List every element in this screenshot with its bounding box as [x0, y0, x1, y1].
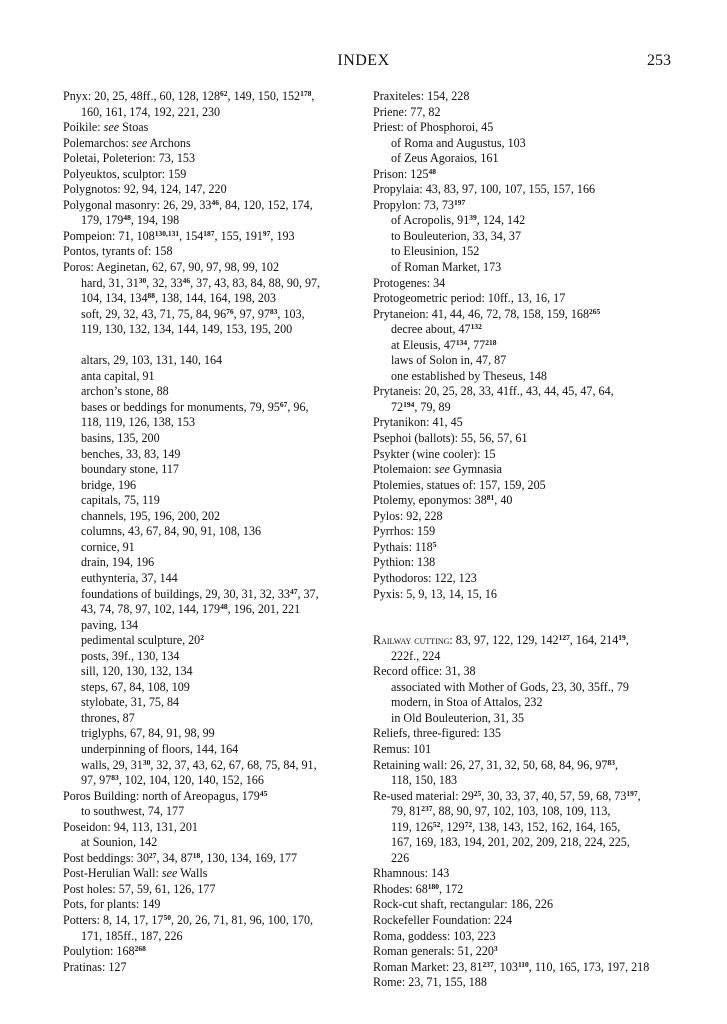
index-entry: Rockefeller Foundation: 224 [373, 912, 513, 927]
index-entry: Roman Market: 23, $81^{237}$, $103^{110}$, 110, 165, 173, 197, 218 [373, 959, 650, 974]
index-entry-continuation: $72^{194}$, 79, 89 [391, 399, 451, 414]
index-column-right [373, 89, 678, 991]
index-entry: Prytanikon: 41, 45 [373, 415, 463, 430]
index-subentry: of Zeus Agoraios, 161 [391, 151, 499, 166]
index-entry: Prytaneis: 20, 25, 28, 33, 41ff., 43, 44, 45, 47, 64, [373, 384, 614, 399]
index-entry: Pratinas: 127 [63, 959, 127, 974]
index-entry: Roma, goddess: 103, 223 [373, 928, 496, 943]
index-subentry: modern, in Stoa of Attalos, 232 [391, 695, 543, 710]
index-subentry: decree about, $47^{132}$ [391, 322, 482, 337]
index-entry: Rhamnous: 143 [373, 866, 450, 881]
index-entry: Pnyx: 20, 25, 48ff., 60, 128, $128^{62}$, 149, 150, $152^{178}$, [63, 89, 315, 103]
index-entry: Propylon: 73, $73^{197}$ [373, 197, 466, 212]
index-subentry: archon’s stone, 88 [81, 384, 169, 399]
index-subentry: altars, 29, 103, 131, 140, 164 [81, 353, 223, 368]
index-entry: Rhodes: $68^{180}$, 172 [373, 881, 464, 896]
index-column-left [63, 89, 359, 975]
index-subentry: benches, 33, 83, 149 [81, 446, 181, 461]
index-entry-continuation: 79, $81^{237}$, 88, 90, 97, 102, 103, 108, 109, 113, [391, 804, 611, 819]
index-subentry: one established by Theseus, 148 [391, 368, 547, 383]
index-entry: Polyeuktos, sculptor: 159 [63, 166, 187, 181]
index-entry: Ptolemy, eponymos: $38^{81}$, 40 [373, 493, 513, 508]
index-subentry: laws of Solon in, 47, 87 [391, 353, 507, 368]
index-subentry: triglyphs, 67, 84, 91, 98, 99 [81, 726, 215, 741]
index-entry: Propylaia: 43, 83, 97, 100, 107, 155, 157, 166 [373, 182, 596, 197]
index-entry-continuation: 97, $97^{83}$, 102, 104, 120, 140, 152, 166 [81, 773, 264, 788]
index-entry: Poulytion: $168^{268}$ [63, 944, 146, 959]
index-entry: Pots, for plants: 149 [63, 897, 161, 912]
index-entry: Poros Building: north of Areopagus, $179^{45}$ [63, 788, 268, 803]
index-entry: Priest: of Phosphoroi, 45 [373, 120, 494, 135]
index-entry: Post holes: 57, 59, 61, 126, 177 [63, 881, 216, 896]
index-entry: Protogeometric period: 10ff., 13, 16, 17 [373, 291, 566, 306]
index-subentry: posts, 39f., 130, 134 [81, 648, 180, 663]
index-subentry: in Old Bouleuterion, 31, 35 [391, 710, 525, 725]
index-subentry: cornice, 91 [81, 539, 135, 554]
index-subentry: capitals, 75, 119 [81, 493, 160, 508]
index-subentry: anta capital, 91 [81, 368, 155, 383]
index-entry: Retaining wall: 26, 27, 31, 32, 50, 68, 84, 96, $97^{83}$, [373, 757, 619, 772]
blank-line [63, 338, 359, 354]
index-subentry: at Sounion, 142 [81, 835, 158, 850]
index-entry: Psephoi (ballots): 55, 56, 57, 61 [373, 431, 528, 446]
index-subentry: paving, 134 [81, 617, 139, 632]
index-entry-continuation: 167, 169, 183, 194, 201, 202, 209, 218, 224, 225, [391, 835, 630, 850]
index-entry: Potters: 8, 14, 17, $17^{50}$, 20, 26, 71, 81, 96, 100, 170, [63, 912, 314, 927]
index-subentry: basins, 135, 200 [81, 431, 160, 446]
index-subentry: stylobate, 31, 75, 84 [81, 695, 180, 710]
index-entry: Protogenes: 34 [373, 275, 446, 290]
index-entry-continuation: 119, 130, 132, 134, 144, 149, 153, 195, 200 [81, 322, 293, 337]
index-entry: Post beddings: $30^{27}$, 34, $87^{18}$, 130, 134, 169, 177 [63, 850, 298, 865]
index-entry: Railway cutting: 83, 97, 122, 129, $142^{127}$, 164, $214^{19}$, [373, 633, 629, 648]
index-entry: Pyrrhos: 159 [373, 524, 436, 539]
index-subentry: associated with Mother of Gods, 23, 30, 35ff., 79 [391, 679, 629, 694]
index-entry: Rock-cut shaft, rectangular: 186, 226 [373, 897, 554, 912]
page-number: 253 [647, 52, 671, 69]
index-subentry: sill, 120, 130, 132, 134 [81, 664, 193, 679]
index-subentry: drain, 194, 196 [81, 555, 155, 570]
index-subentry: thrones, 87 [81, 710, 135, 725]
index-entry: Ptolemaion: see Gymnasia [373, 462, 502, 477]
index-entry: Pyxis: 5, 9, 13, 14, 15, 16 [373, 586, 497, 601]
index-subentry: steps, 67, 84, 108, 109 [81, 679, 190, 694]
index-subentry: channels, 195, 196, 200, 202 [81, 508, 221, 523]
index-subentry: foundations of buildings, 29, 30, 31, 32, $33^{47}$, 37, [81, 586, 319, 601]
index-entry: Praxiteles: 154, 228 [373, 89, 470, 103]
index-entry: Pythodoros: 122, 123 [373, 570, 477, 585]
index-entry-continuation: 222f., 224 [391, 648, 441, 663]
index-entry: Pompeion: 71, 108$^{130,131}$, $154^{187}$, 155, $191^{97}$, 193 [63, 228, 295, 243]
index-entry: Rome: 23, 71, 155, 188 [373, 975, 487, 990]
index-subentry: boundary stone, 117 [81, 462, 179, 477]
index-subentry: walls, 29, $31^{30}$, 32, 37, 43, 62, 67, 68, 75, 84, 91, [81, 757, 317, 772]
index-entry: Prytaneion: 41, 44, 46, 72, 78, 158, 159, $168^{265}$ [373, 306, 601, 321]
index-entry-continuation: 43, 74, 78, 97, 102, 144, $179^{48}$, 196, 201, 221 [81, 602, 301, 617]
index-entry: Pontos, tyrants of: 158 [63, 244, 173, 259]
index-subentry: pedimental sculpture, $20^2$ [81, 633, 204, 648]
index-entry: Polemarchos: see Archons [63, 135, 191, 150]
index-entry-continuation: 118, 119, 126, 138, 153 [81, 415, 195, 430]
index-entry: Post-Herulian Wall: see Walls [63, 866, 208, 881]
index-entry: Pythais: $118^5$ [373, 539, 437, 554]
index-entry: Reliefs, three-figured: 135 [373, 726, 501, 741]
blank-line [373, 602, 678, 633]
index-entry-continuation: 118, 150, 183 [391, 773, 458, 788]
index-entry: Pylos: 92, 228 [373, 508, 443, 523]
index-subentry: columns, 43, 67, 84, 90, 91, 108, 136 [81, 524, 262, 539]
index-entry: Polygnotos: 92, 94, 124, 147, 220 [63, 182, 227, 197]
index-entry: Prison: $125^{48}$ [373, 166, 436, 181]
index-entry-continuation: 179, $179^{48}$, 194, 198 [81, 213, 180, 228]
index-entry: Ptolemies, statues of: 157, 159, 205 [373, 477, 546, 492]
index-subentry: underpinning of floors, 144, 164 [81, 741, 239, 756]
index-entry: Poletai, Poleterion: 73, 153 [63, 151, 196, 166]
index-entry: Poseidon: 94, 113, 131, 201 [63, 819, 198, 834]
index-subentry: to Eleusinion, 152 [391, 244, 480, 259]
index-subentry: bridge, 196 [81, 477, 137, 492]
index-entry-continuation: 226 [391, 850, 410, 865]
index-subentry: bases or beddings for monuments, 79, $95^{67}$, 96, [81, 399, 309, 414]
index-entry-continuation: 160, 161, 174, 192, 221, 230 [81, 104, 221, 119]
index-subentry: at Eleusis, $47^{134}$, $77^{218}$ [391, 337, 497, 352]
index-entry: Poros: Aeginetan, 62, 67, 90, 97, 98, 99, 102 [63, 260, 279, 275]
index-entry: Polygonal masonry: 26, 29, $33^{46}$, 84, 120, 152, 174, [63, 197, 313, 212]
index-entry: Remus: 101 [373, 741, 432, 756]
page-header-title: INDEX [337, 52, 390, 69]
index-entry-continuation: 119, $126^{52}$, $129^{72}$, 138, 143, 152, 162, 164, 165, [391, 819, 621, 834]
index-entry: Record office: 31, 38 [373, 664, 476, 679]
index-subentry: to Bouleuterion, 33, 34, 37 [391, 228, 521, 243]
index-subentry: of Roman Market, 173 [391, 260, 502, 275]
index-subentry: hard, 31, $31^{30}$, 32, $33^{46}$, 37, 43, 83, 84, 88, 90, 97, [81, 275, 321, 290]
index-subentry: soft, 29, 32, 43, 71, 75, 84, $96^{76}$, 97, $97^{83}$, 103, [81, 306, 305, 321]
index-entry: Roman generals: 51, $220^3$ [373, 944, 498, 959]
index-entry: Pythion: 138 [373, 555, 436, 570]
index-entry: Psykter (wine cooler): 15 [373, 446, 496, 461]
index-subentry: euthynteria, 37, 144 [81, 570, 178, 585]
index-entry: Re-used material: $29^{25}$, 30, 33, 37, 40, 57, 59, 68, $73^{197}$, [373, 788, 641, 803]
index-entry: Poikile: see Stoas [63, 120, 149, 135]
index-entry: Priene: 77, 82 [373, 104, 441, 119]
index-entry-continuation: 171, 185ff., 187, 226 [81, 928, 183, 943]
index-entry-continuation: 104, 134, $134^{88}$, 138, 144, 164, 198, 203 [81, 291, 276, 306]
index-subentry: of Roma and Augustus, 103 [391, 135, 526, 150]
index-subentry: to southwest, 74, 177 [81, 804, 185, 819]
index-subentry: of Acropolis, $91^{39}$, 124, 142 [391, 213, 526, 228]
